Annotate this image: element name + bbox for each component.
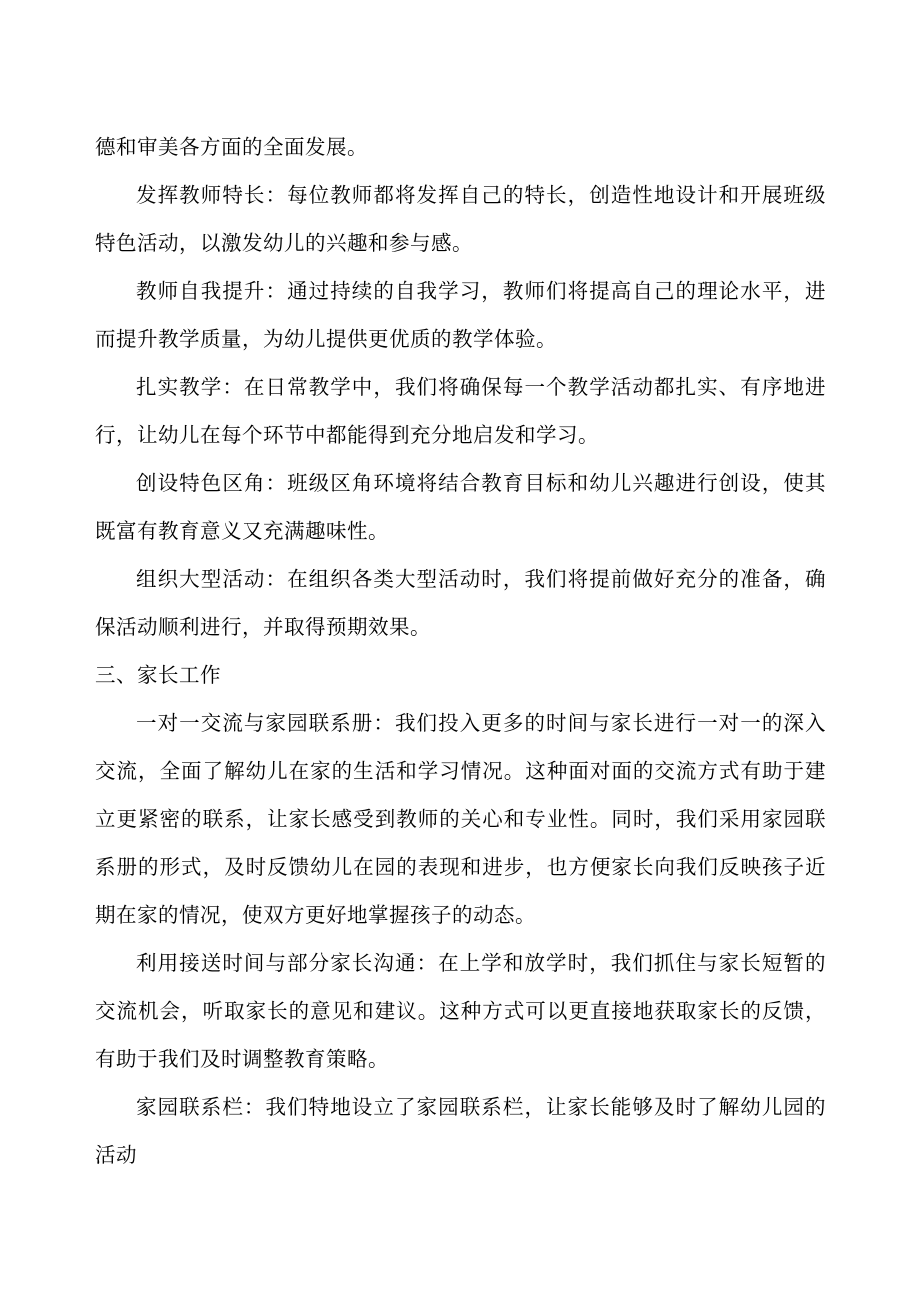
- paragraph: 家园联系栏：我们特地设立了家园联系栏，让家长能够及时了解幼儿园的活动: [95, 1097, 826, 1167]
- paragraph: 扎实教学：在日常教学中，我们将确保每一个教学活动都扎实、有序地进行，让幼儿在每个环节中都能得到充分地启发和学习。: [95, 377, 826, 447]
- paragraph: 发挥教师特长：每位教师都将发挥自己的特长，创造性地设计和开展班级特色活动，以激发幼儿的兴趣和参与感。: [95, 185, 826, 255]
- document-content: [95, 124, 826, 1180]
- paragraph: 教师自我提升：通过持续的自我学习，教师们将提高自己的理论水平，进而提升教学质量，为幼儿提供更优质的教学体验。: [95, 281, 826, 351]
- section-heading: 三、家长工作: [95, 665, 221, 687]
- paragraph: 组织大型活动：在组织各类大型活动时，我们将提前做好充分的准备，确保活动顺利进行，并取得预期效果。: [95, 569, 826, 639]
- paragraph: 创设特色区角：班级区角环境将结合教育目标和幼儿兴趣进行创设，使其既富有教育意义又充满趣味性。: [95, 473, 826, 543]
- paragraph: 一对一交流与家园联系册：我们投入更多的时间与家长进行一对一的深入交流，全面了解幼儿在家的生活和学习情况。这种面对面的交流方式有助于建立更紧密的联系，让家长感受到教师的关心和专业性。同时，我们采用家园联系册的形式，及时反馈幼儿在园的表现和进步，也方便家长向我们反映孩子近期在家的情况，使双方更好地掌握孩子的动态。: [95, 713, 826, 927]
- paragraph: 德和审美各方面的全面发展。: [95, 137, 368, 159]
- paragraph: 利用接送时间与部分家长沟通：在上学和放学时，我们抓住与家长短暂的交流机会，听取家长的意见和建议。这种方式可以更直接地获取家长的反馈，有助于我们及时调整教育策略。: [95, 953, 826, 1071]
